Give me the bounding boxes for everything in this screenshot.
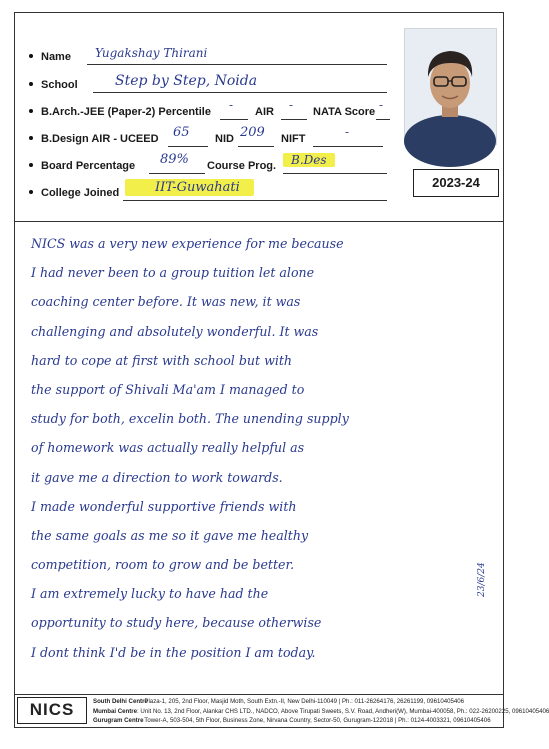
testimonial-line: coaching center before. It was new, it was bbox=[31, 294, 301, 310]
course-value: B.Des bbox=[283, 153, 335, 167]
college-label: College Joined bbox=[41, 187, 120, 199]
testimonial-line: challenging and absolutely wonderful. It was bbox=[31, 323, 319, 339]
nift-underline bbox=[313, 146, 383, 147]
student-portrait-icon bbox=[405, 29, 496, 144]
bullet-icon bbox=[29, 82, 33, 86]
centre-address: : Unit No. 13, 2nd Floor, Alankar CHS LTD., NADCO, Above Tirupati Sweets, S.V. Road, Andheri(W), Mumbai-400058, Ph.: 022-26200225, 09610405406 bbox=[137, 707, 549, 715]
bdesign-label: B.Design AIR - UCEED bbox=[41, 133, 159, 145]
nics-logo: NICS bbox=[17, 697, 87, 724]
school-underline bbox=[93, 92, 387, 93]
air-label: AIR bbox=[255, 106, 274, 118]
testimonial-line: hard to cope at first with school but with bbox=[31, 352, 293, 368]
centre-address: : Tower-A, 503-504, 5th Floor, Business Zone, Nirvana Country, Sector-50, Gurugram-122018 | Ph.: 0124-4003321, 09610405406 bbox=[141, 717, 491, 724]
centre-item bbox=[93, 716, 501, 726]
bullet-icon bbox=[29, 109, 33, 113]
course-underline bbox=[283, 173, 387, 174]
centre-name: South Delhi Centre bbox=[93, 698, 148, 705]
barch-underline bbox=[220, 119, 248, 120]
testimonial-line: the same goals as me so it gave me healthy bbox=[31, 527, 309, 543]
profile-section bbox=[15, 13, 503, 222]
board-label: Board Percentage bbox=[41, 160, 136, 172]
nata-underline bbox=[376, 119, 390, 120]
bullet-icon bbox=[29, 136, 33, 140]
school-row bbox=[29, 79, 78, 91]
testimonial-line: I made wonderful supportive friends with bbox=[31, 498, 297, 514]
name-underline bbox=[87, 64, 387, 65]
centre-name: Gurugram Centre bbox=[93, 717, 144, 724]
air-value: - bbox=[289, 98, 294, 112]
centre-name: Mumbai Centre bbox=[93, 707, 138, 715]
board-row bbox=[29, 160, 135, 172]
name-label: Name bbox=[41, 51, 71, 63]
testimonial-line: the support of Shivali Ma'am I managed to bbox=[31, 381, 305, 397]
testimonial-sheet bbox=[14, 12, 549, 728]
uceed-value: 65 bbox=[173, 125, 190, 140]
centre-address: : Plaza-1, 205, 2nd Floor, Masjid Moth, South Extn.-II, New Delhi-110049 | Ph.: 011-26264176, 26261199, 09610405406 bbox=[141, 698, 465, 705]
college-row bbox=[29, 187, 119, 199]
college-value: IIT-Guwahati bbox=[125, 179, 254, 196]
nata-value: - bbox=[379, 98, 384, 112]
name-row bbox=[29, 51, 71, 63]
testimonial-text bbox=[31, 229, 493, 667]
signature-date: 23/6/24 bbox=[477, 562, 487, 597]
testimonial-line: NICS was a very new experience for me because bbox=[31, 236, 344, 251]
barch-row bbox=[29, 106, 211, 118]
bdesign-row bbox=[29, 133, 159, 145]
testimonial-line: opportunity to study here, because otherwise bbox=[31, 615, 322, 631]
student-photo bbox=[404, 28, 497, 145]
nift-label: NIFT bbox=[281, 133, 306, 145]
school-label: School bbox=[41, 79, 78, 91]
testimonial-line: competition, room to grow and be better. bbox=[31, 557, 295, 573]
bullet-icon bbox=[29, 163, 33, 167]
testimonial-line: it gave me a direction to work towards. bbox=[31, 469, 283, 485]
testimonial-line: I dont think I'd be in the position I am today. bbox=[31, 644, 316, 660]
board-underline bbox=[149, 173, 205, 174]
nid-underline bbox=[238, 146, 274, 147]
school-value: Step by Step, Noida bbox=[115, 73, 258, 89]
course-label: Course Prog. bbox=[207, 160, 277, 172]
bullet-icon bbox=[29, 190, 33, 194]
testimonial-line: study for both, excelin both. The unending supply bbox=[31, 411, 349, 427]
name-value: Yugakshay Thirani bbox=[95, 46, 208, 60]
nata-label: NATA Score bbox=[313, 106, 376, 118]
centre-list bbox=[93, 697, 549, 726]
bullet-icon bbox=[29, 54, 33, 58]
footer bbox=[15, 694, 549, 727]
nift-value: - bbox=[345, 125, 350, 139]
testimonial-line: of homework was actually really helpful as bbox=[31, 440, 305, 456]
centre-item bbox=[93, 707, 549, 717]
testimonial-line: I had never been to a group tuition let alone bbox=[31, 265, 315, 281]
academic-year: 2023-24 bbox=[413, 169, 499, 197]
uceed-underline bbox=[168, 146, 208, 147]
nid-label: NID bbox=[215, 133, 234, 145]
centre-item bbox=[93, 697, 501, 707]
board-value: 89% bbox=[160, 152, 189, 167]
air-underline bbox=[281, 119, 307, 120]
barch-label: B.Arch.-JEE (Paper-2) Percentile bbox=[41, 106, 211, 118]
college-underline bbox=[123, 200, 387, 201]
barch-percentile-value: - bbox=[229, 98, 234, 112]
testimonial-line: I am extremely lucky to have had the bbox=[31, 586, 269, 602]
nid-value: 209 bbox=[240, 125, 265, 140]
